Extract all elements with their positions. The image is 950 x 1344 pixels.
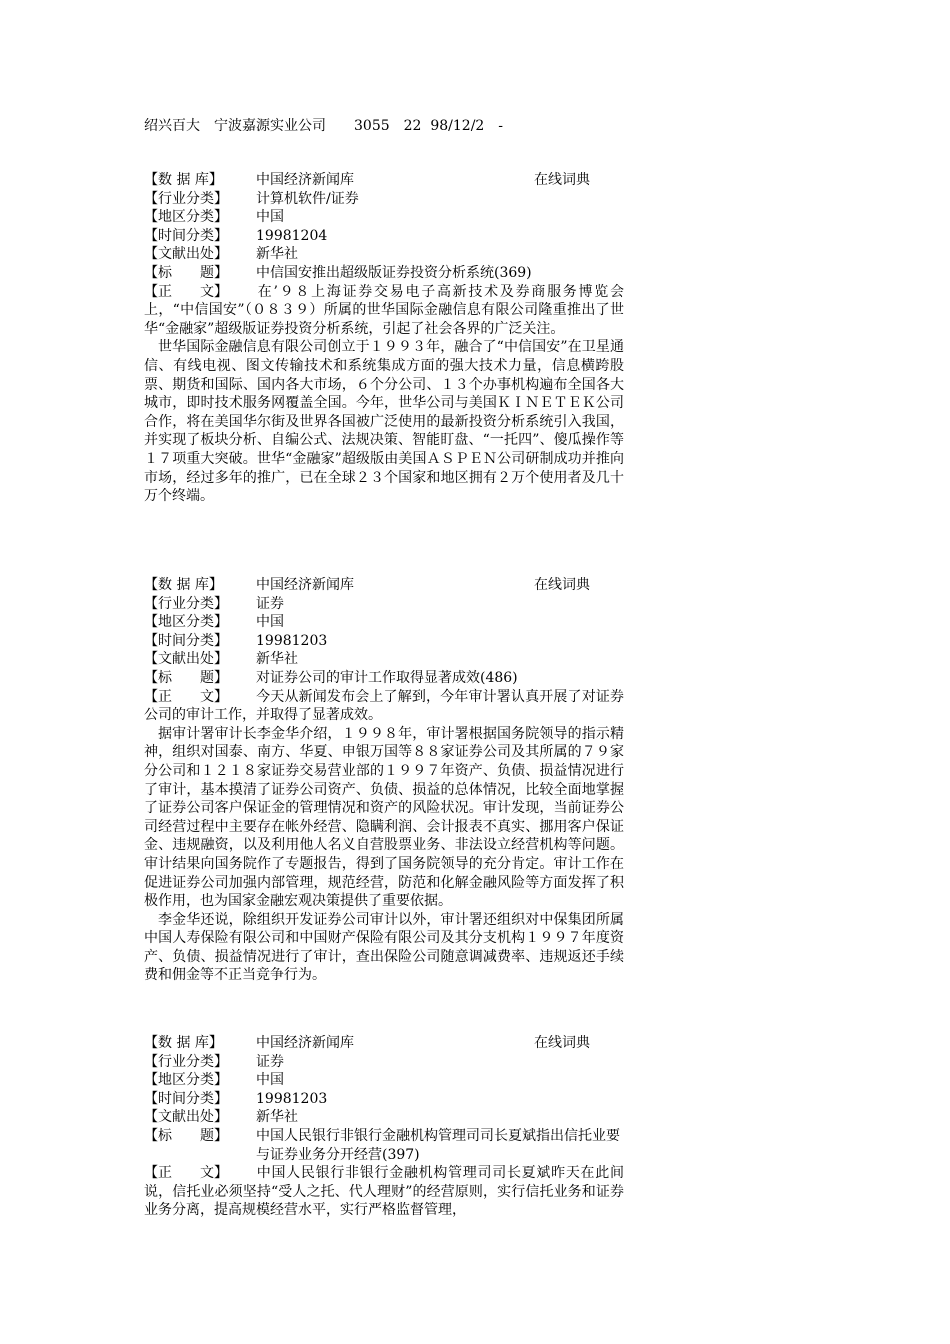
title-row <box>144 669 624 688</box>
date-label: 【时间分类】 <box>144 227 228 244</box>
title-label: 【标 题】 <box>144 1127 228 1144</box>
title-row <box>144 264 624 283</box>
source-label: 【文献出处】 <box>144 651 228 668</box>
region-label: 【地区分类】 <box>144 209 228 226</box>
body-first-text: 今天从新闻发布会上了解到，今年审计署认真开展了对证券公司的审计工作，并取得了显著成效。 <box>144 688 624 724</box>
region-value: 中国 <box>256 209 284 226</box>
news-record <box>144 171 624 506</box>
date-row <box>144 1090 624 1109</box>
industry-row <box>144 595 624 614</box>
date-value: 19981204 <box>256 227 328 244</box>
database-label: 【数 据 库】 <box>144 577 223 593</box>
date-value: 19981203 <box>256 1090 328 1107</box>
body-paragraph: 李金华还说，除组织开发证券公司审计以外，审计署还组织对中保集团所属中国人寿保险有限公司和中国财产保险有限公司及其分支机构１９９７年度资产、负债、损益情况进行了审计，查出保险公司随意调减费率、违规返还手续费和佣金等不正当竞争行为。 <box>144 911 624 984</box>
region-row <box>144 613 624 632</box>
title-value: 中国人民银行非银行金融机构管理司司长夏斌指出信托业要与证券业务分开经营(397) <box>256 1127 620 1163</box>
industry-label: 【行业分类】 <box>144 1053 228 1070</box>
database-label: 【数 据 库】 <box>144 172 223 188</box>
online-dictionary-link[interactable]: 在线词典 <box>534 172 590 188</box>
online-dictionary-link[interactable]: 在线词典 <box>534 577 590 593</box>
region-value: 中国 <box>256 1072 284 1089</box>
body-label: 【正 文】 <box>144 688 228 705</box>
region-row <box>144 208 624 227</box>
industry-label: 【行业分类】 <box>144 595 228 612</box>
body-label: 【正 文】 <box>144 1165 228 1182</box>
body-paragraph: 世华国际金融信息有限公司创立于１９９３年，融合了“中信国安”在卫星通信、有线电视、图文传输技术和系统集成方面的强大技术力量，信息横跨股票、期货和国际、国内各大市场，６个分公司、１３个办事机构遍布全国各大城市，即时技术服务网覆盖全国。今年，世华公司与美国ＫＩＮＥＴＥＫ公司合作，将在美国华尔街及世界各国被广泛使用的最新投资分析系统引入我国，并实现了板块分析、自编公式、法规决策、智能盯盘、“一托四”、傻瓜操作等１７项重大突破。世华“金融家”超级版由美国ＡＳＰＥＮ公司研制成功并推向市场，经过多年的推广，已在全球２３个国家和地区拥有２万个使用者及几十万个终端。 <box>144 339 624 505</box>
source-label: 【文献出处】 <box>144 246 228 263</box>
source-row <box>144 1108 624 1127</box>
region-value: 中国 <box>256 614 284 631</box>
source-value: 新华社 <box>256 651 298 668</box>
date-row <box>144 227 624 246</box>
industry-label: 【行业分类】 <box>144 190 228 207</box>
body-paragraph: 据审计署审计长李金华介绍，１９９８年，审计署根据国务院领导的指示精神，组织对国泰、南方、华夏、申银万国等８８家证券公司及其所属的７９家分公司和１２１８家证券交易营业部的１９９７年资产、负债、损益情况进行了审计，基本摸清了证券公司资产、负债、损益的总体情况，比较全面地掌握了证券公司客户保证金的管理情况和资产的风险状况。审计发现，当前证券公司经营过程中主要存在帐外经营、隐瞒利润、会计报表不真实、挪用客户保证金、违规融资，以及利用他人名义自营股票业务、非法设立经营机构等问题。审计结果向国务院作了专题报告，得到了国务院领导的充分肯定。审计工作在促进证券公司加强内部管理，规范经营，防范和化解金融风险等方面发挥了积极作用，也为国家金融宏观决策提供了重要依据。 <box>144 725 624 910</box>
date-value: 19981203 <box>256 632 328 649</box>
database-label: 【数 据 库】 <box>144 1035 223 1051</box>
database-row <box>144 171 624 190</box>
industry-row <box>144 190 624 209</box>
title-value: 对证券公司的审计工作取得显著成效(486) <box>256 669 518 686</box>
industry-value: 证券 <box>256 1053 284 1070</box>
title-label: 【标 题】 <box>144 264 228 281</box>
body-first-paragraph <box>144 283 624 339</box>
date-label: 【时间分类】 <box>144 1090 228 1107</box>
database-value: 中国经济新闻库 <box>256 1035 354 1051</box>
source-row <box>144 245 624 264</box>
industry-value: 证券 <box>256 595 284 612</box>
body-first-text: 在’９８上海证券交易电子高新技术及券商服务博览会上，“中信国安”（０８３９）所属的世华国际金融信息有限公司隆重推出了世华“金融家”超级版证券投资分析系统，引起了社会各界的广泛关注。 <box>144 283 624 337</box>
database-value: 中国经济新闻库 <box>256 172 354 188</box>
region-row <box>144 1071 624 1090</box>
online-dictionary-link[interactable]: 在线词典 <box>534 1035 590 1051</box>
news-record <box>144 1034 624 1220</box>
news-record <box>144 576 624 985</box>
region-label: 【地区分类】 <box>144 1072 228 1089</box>
document-header: 绍兴百大 宁波嘉源实业公司 3055 22 98/12/2 - <box>144 118 504 134</box>
source-row <box>144 650 624 669</box>
title-row <box>144 1127 624 1164</box>
industry-value: 计算机软件/证券 <box>256 190 359 207</box>
title-label: 【标 题】 <box>144 669 228 686</box>
body-first-paragraph <box>144 1164 624 1220</box>
database-row <box>144 576 624 595</box>
title-value: 中信国安推出超级版证券投资分析系统(369) <box>256 264 532 281</box>
body-first-text: 中国人民银行非银行金融机构管理司司长夏斌昨天在此间说，信托业必须坚持“受人之托、代人理财”的经营原则，实行信托业务和证券业务分离，提高规模经营水平，实行严格监督管理， <box>144 1165 624 1219</box>
date-label: 【时间分类】 <box>144 632 228 649</box>
industry-row <box>144 1053 624 1072</box>
body-first-paragraph <box>144 688 624 725</box>
source-label: 【文献出处】 <box>144 1109 228 1126</box>
database-row <box>144 1034 624 1053</box>
body-label: 【正 文】 <box>144 283 228 300</box>
source-value: 新华社 <box>256 246 298 263</box>
database-value: 中国经济新闻库 <box>256 577 354 593</box>
date-row <box>144 632 624 651</box>
source-value: 新华社 <box>256 1109 298 1126</box>
region-label: 【地区分类】 <box>144 614 228 631</box>
